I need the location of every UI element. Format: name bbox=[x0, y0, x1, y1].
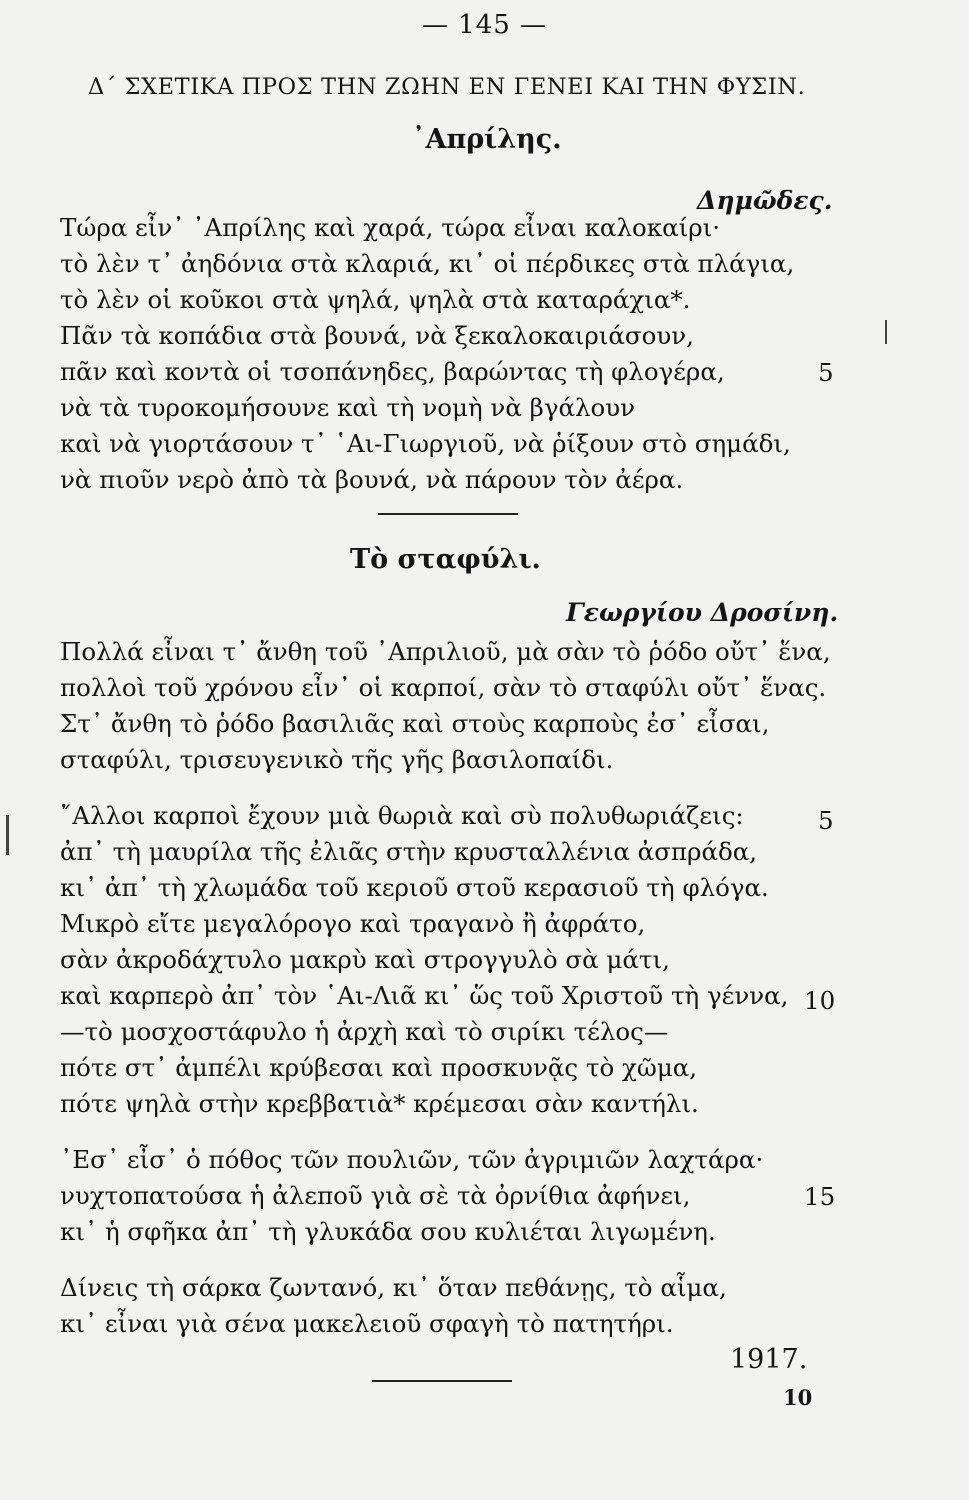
poem2-s2-line-6: καὶ καρπερὸ ἀπ᾿ τὸν ῾Αι-Λιᾶ κι᾿ ὥς τοῦ Χριστοῦ τὴ γέννα, bbox=[60, 981, 789, 1010]
poem1-line-3: τὸ λὲν οἱ κοῦκοι στὰ ψηλά, ψηλὰ στὰ καταράχια*. bbox=[60, 285, 691, 314]
poem2-s3-line-3: κι᾿ ἡ σφῆκα ἀπ᾿ τὴ γλυκάδα σου κυλιέται λιγωμένη. bbox=[60, 1217, 716, 1246]
poem2-s1-line-4: σταφύλι, τρισευγενικὸ τῆς γῆς βασιλοπαίδι. bbox=[60, 745, 614, 774]
poem1-line-4: Πᾶν τὰ κοπάδια στὰ βουνά, νὰ ξεκαλοκαιριάσουν, bbox=[60, 321, 694, 350]
poem2-s2-line-7: —τὸ μοσχοστάφυλο ἡ ἀρχὴ καὶ τὸ σιρίκι τέλος— bbox=[60, 1017, 669, 1046]
poem1-line-7: καὶ νὰ γιορτάσουν τ᾿ ῾Αι-Γιωργιοῦ, νὰ ῥίξουν στὸ σημάδι, bbox=[60, 429, 791, 458]
poem2-s1-line-1: Πολλά εἶναι τ᾿ ἄνθη τοῦ ᾿Απριλιοῦ, μὰ σὰν τὸ ῥόδο οὔτ᾿ ἕνα, bbox=[60, 637, 831, 666]
poem1-line-8: νὰ πιοῦν νερὸ ἀπὸ τὰ βουνά, νὰ πάρουν τὸν ἀέρα. bbox=[60, 465, 684, 494]
poem1-line-6: νὰ τὰ τυροκομήσουνε καὶ τὴ νομὴ νὰ βγάλουν bbox=[60, 393, 636, 422]
signature-mark: 10 bbox=[783, 1385, 813, 1410]
poem2-s2-line-5: σὰν ἀκροδάχτυλο μακρὺ καὶ στρογγυλὸ σὰ μάτι, bbox=[60, 945, 670, 974]
section-heading: Δ΄ ΣΧΕΤΙΚΑ ΠΡΟΣ ΤΗΝ ΖΩΗΝ ΕΝ ΓΕΝΕΙ ΚΑΙ ΤΗΝ ΦΥΣΙΝ. bbox=[88, 74, 806, 100]
poem1-line-5: πᾶν καὶ κοντὰ οἱ τσοπάνηδες, βαρώντας τὴ φλογέρα, bbox=[60, 357, 725, 386]
poem2-line-number-15: 15 bbox=[804, 1182, 836, 1211]
poem1-line-number-5: 5 bbox=[818, 358, 834, 387]
poem1-line-1: Τώρα εἶν᾿ ᾿Απρίλης καὶ χαρά, τώρα εἶναι καλοκαίρι· bbox=[60, 213, 721, 242]
poem2-s1-line-2: πολλοὶ τοῦ χρόνου εἶν᾿ οἱ καρποί, σὰν τὸ σταφύλι οὔτ᾿ ἕνας. bbox=[60, 673, 827, 702]
end-rule bbox=[372, 1380, 512, 1382]
poem1-title: ᾿Απρίλης. bbox=[412, 124, 562, 155]
poem2-s1-line-3: Στ᾿ ἄνθη τὸ ῥόδο βασιλιᾶς καὶ στοὺς καρποὺς ἐσ᾿ εἶσαι, bbox=[60, 709, 770, 738]
page-number: — 145 — bbox=[421, 10, 548, 40]
scan-artifact-mark bbox=[6, 815, 9, 855]
poem2-title: Τὸ σταφύλι. bbox=[350, 544, 541, 575]
poem2-s2-line-9: πότε ψηλὰ στὴν κρεββατιὰ* κρέμεσαι σὰν καντήλι. bbox=[60, 1089, 699, 1118]
poem2-s3-line-2: νυχτοπατούσα ἡ ἀλεποῦ γιὰ σὲ τὰ ὀρνίθια ἀφήνει, bbox=[60, 1181, 691, 1210]
poem2-s4-line-2: κι᾿ εἶναι γιὰ σένα μακελειοῦ σφαγὴ τὸ πατητήρι. bbox=[60, 1309, 674, 1338]
poem2-s3-line-1: ᾿Εσ᾿ εἶσ᾿ ὁ πόθος τῶν πουλιῶν, τῶν ἀγριμιῶν λαχτάρα· bbox=[60, 1145, 764, 1174]
poem2-s2-line-2: ἀπ᾿ τὴ μαυρίλα τῆς ἐλιᾶς στὴν κρυσταλλένια ἀσπράδα, bbox=[60, 837, 758, 866]
poem2-year: 1917. bbox=[730, 1344, 808, 1375]
poem2-line-number-5: 5 bbox=[818, 806, 834, 835]
poem1-line-2: τὸ λὲν τ᾿ ἀηδόνια στὰ κλαριά, κι᾿ οἱ πέρδικες στὰ πλάγια, bbox=[60, 249, 795, 278]
poem2-s2-line-3: κι᾿ ἀπ᾿ τὴ χλωμάδα τοῦ κεριοῦ στοῦ κερασιοῦ τὴ φλόγα. bbox=[60, 873, 769, 902]
poem2-line-number-10: 10 bbox=[804, 986, 836, 1015]
poem1-author: Δημῶδες. bbox=[697, 186, 833, 215]
divider-rule bbox=[378, 513, 518, 515]
poem2-author: Γεωργίου Δροσίνη. bbox=[566, 598, 839, 627]
poem2-s2-line-1: ῎Αλλοι καρποὶ ἔχουν μιὰ θωριὰ καὶ σὺ πολυθωριάζεις: bbox=[60, 801, 744, 830]
poem2-s4-line-1: Δίνεις τὴ σάρκα ζωντανό, κι᾿ ὅταν πεθάνῃς, τὸ αἷμα, bbox=[60, 1273, 727, 1302]
scan-artifact-mark bbox=[885, 320, 887, 344]
poem2-s2-line-4: Μικρὸ εἴτε μεγαλόρογο καὶ τραγανὸ ἢ ἀφράτο, bbox=[60, 909, 646, 938]
poem2-s2-line-8: πότε στ᾿ ἀμπέλι κρύβεσαι καὶ προσκυνᾷς τὸ χῶμα, bbox=[60, 1053, 698, 1082]
